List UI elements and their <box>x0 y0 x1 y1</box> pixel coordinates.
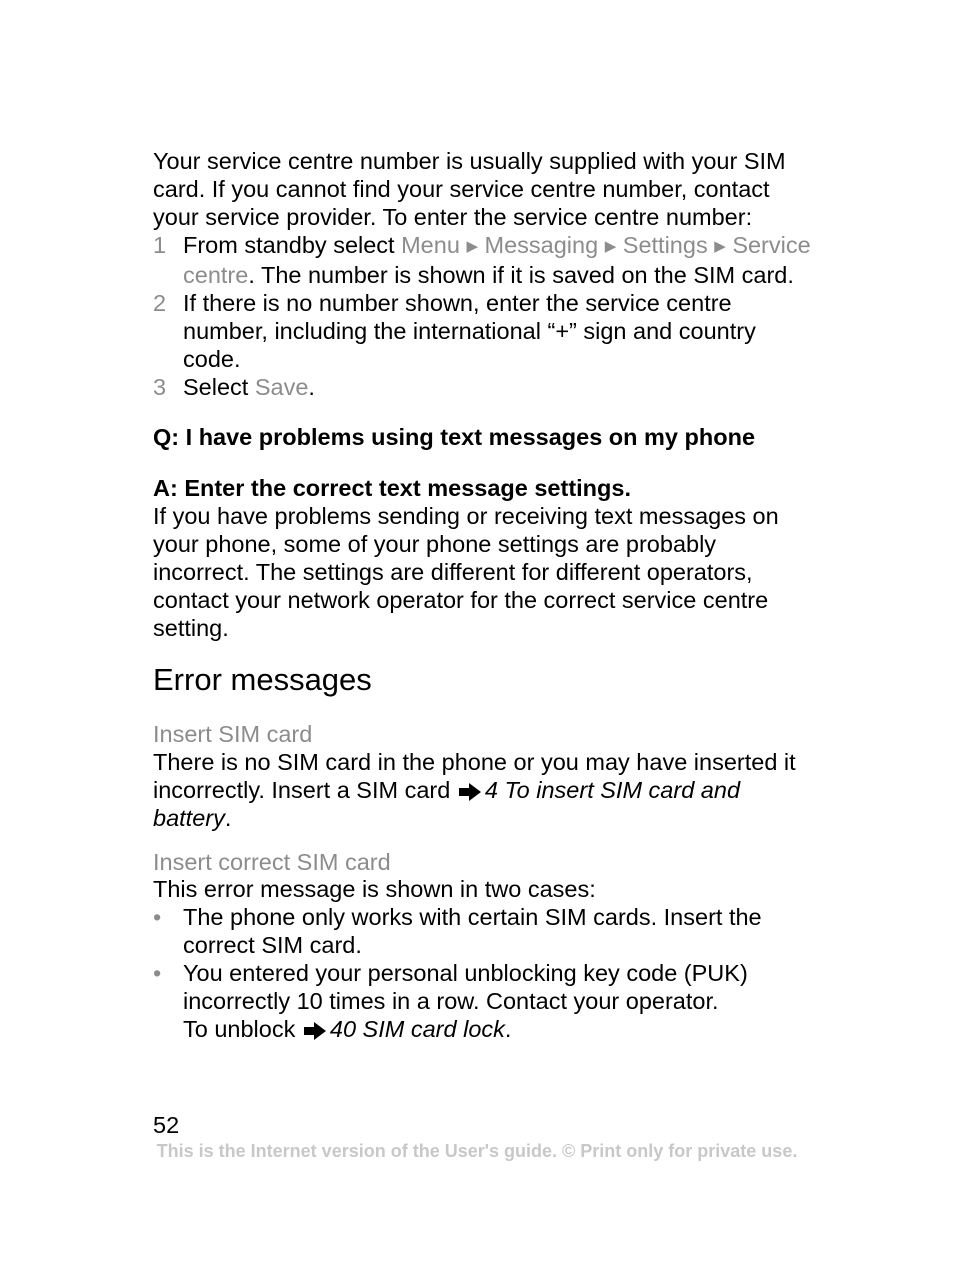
insert-sim-body <box>153 748 813 832</box>
insert-sim-end: . <box>224 805 232 831</box>
step-text: From standby select <box>183 232 402 258</box>
insert-sim-reference: 4 To insert SIM card and battery <box>153 777 741 831</box>
bullet-end: . <box>504 1016 512 1042</box>
settings-link: Settings <box>622 232 708 258</box>
list-item <box>153 903 813 959</box>
step-text: . The number is shown if it is saved on the SIM card. <box>248 262 794 288</box>
messaging-link: Messaging <box>484 232 599 258</box>
step-1 <box>153 231 813 289</box>
step-number: 3 <box>153 374 167 400</box>
save-link: Save <box>254 374 309 400</box>
intro-paragraph: Your service centre number is usually supplied with your SIM card. If you cannot find your service centre number, contact your service provider. To enter the service centre number: <box>153 148 786 230</box>
answer-heading: A: Enter the correct text message settings. <box>153 475 631 501</box>
list-item <box>153 959 813 1043</box>
bullet-text: You entered your personal unblocking key code (PUK) incorrectly 10 times in a row. Contact your operator. <box>183 960 748 1014</box>
section-heading: Error messages <box>153 662 372 697</box>
step-2 <box>153 289 813 373</box>
insert-correct-intro: This error message is shown in two cases: <box>153 876 596 902</box>
arrow-right-icon <box>304 1022 326 1040</box>
triangle-right-icon: ▶ <box>714 238 726 255</box>
service-centre-link: Service centre <box>183 232 811 288</box>
step-number: 1 <box>153 232 167 258</box>
page-number: 52 <box>153 1112 180 1138</box>
cases-list <box>153 903 813 1043</box>
sim-card-lock-reference: 40 SIM card lock <box>329 1016 505 1042</box>
arrow-right-icon <box>459 783 481 801</box>
step-text: . <box>308 374 315 400</box>
step-3 <box>153 373 813 401</box>
steps-list <box>153 231 813 401</box>
triangle-right-icon: ▶ <box>466 238 478 255</box>
bullet-text: The phone only works with certain SIM cards. Insert the correct SIM card. <box>183 904 762 958</box>
footer-notice: This is the Internet version of the User's guide. © Print only for private use. <box>156 1141 798 1161</box>
step-number: 2 <box>153 290 167 316</box>
unblock-text: To unblock <box>183 1016 296 1042</box>
insert-sim-title: Insert SIM card <box>153 721 313 747</box>
bullet-icon: • <box>153 960 162 986</box>
insert-correct-sim-title: Insert correct SIM card <box>153 849 391 875</box>
question-heading: Q: I have problems using text messages on my phone <box>153 424 756 450</box>
insert-sim-text: There is no SIM card in the phone or you may have inserted it incorrectly. Insert a SIM card <box>153 749 796 803</box>
menu-link: Menu <box>401 232 460 258</box>
bullet-icon: • <box>153 904 162 930</box>
triangle-right-icon: ▶ <box>604 238 617 255</box>
step-text: Select <box>183 374 255 400</box>
page-content <box>153 147 813 1043</box>
step-text: If there is no number shown, enter the service centre number, including the international “+” sign and country code. <box>183 290 756 372</box>
answer-body: If you have problems sending or receiving text messages on your phone, some of your phone settings are probably incorrect. The settings are different for different operators, contact your network operator for the correct service centre setting. <box>153 503 779 641</box>
